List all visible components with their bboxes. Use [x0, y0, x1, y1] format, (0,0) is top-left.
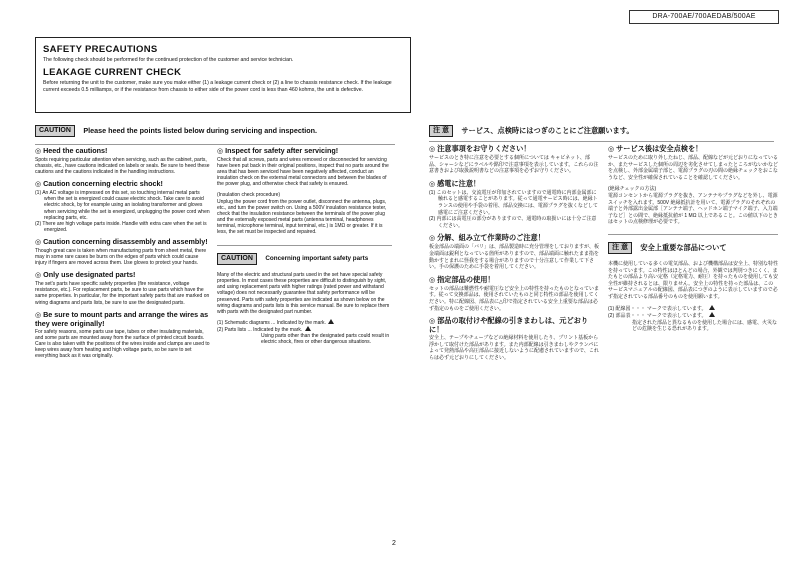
- jp-text-4: セットの部品は難燃性や耐電圧など安全上の特性を持ったものとなっています。従って交換部品は、使用されていたものと同じ特性の部品を使用してください。特に配線図、部品表に△印で指定されている安全上重要な部品は必ず指定のものをご使用ください。: [429, 285, 600, 312]
- heading-designated-parts: ◎ Only use designated parts!: [35, 270, 136, 280]
- column-4: [608, 140, 778, 333]
- warning-triangle-icon: [305, 326, 311, 331]
- page-number: 2: [392, 540, 396, 547]
- heading-inspect-safety: ◎ Inspect for safety after servicing!: [217, 146, 339, 155]
- jp-insulation-heading: (絶縁チェックの方法): [608, 186, 657, 193]
- safety-precautions-text: The following check should be performed for the continued protection of the customer and service technician.: [43, 57, 294, 63]
- heading-heed-cautions: ◎ Heed the cautions!: [35, 146, 108, 155]
- insulation-check-heading: (Insulation check procedure): [217, 192, 281, 199]
- heading-electric-shock: ◎ Caution concerning electric shock!: [35, 179, 163, 189]
- heading-disassembly: ◎ Caution concerning disassembly and assembly!: [35, 236, 208, 246]
- circle-mark-icon: ◎: [429, 146, 436, 153]
- jp-safety-parts-text: 本機に使用している多くの電気部品、および機構部品は安全上、特別な特性を持っています。この特性はほとんどの場合、外観では判別つきにくく、またもとの部品より高い定格（定格電力、耐圧）を持ったものを使用しても安全性が維持されるとは、限りません。安全上の特性を持った部品は、このサービスマニュアルの配線図、部品表につぎのように表示していますので必ず指定されている部品番号のものを使用願います。: [608, 260, 779, 300]
- text-mount-parts: For safety reasons, some parts use tape, tubes or other insulating materials, and some parts are mounted away from the surface of printed circuit boards. Care is also taken with the positions of the wires inside and clamps are used to keep wires away from heating and high voltage parts, so be sure to set everything back as it was originally.: [35, 328, 210, 359]
- leakage-current-title: LEAKAGE CURRENT CHECK: [43, 67, 182, 79]
- circle-mark-icon: ◎: [608, 146, 615, 153]
- column-1: [35, 142, 210, 359]
- circle-mark-icon: ◎: [217, 148, 224, 155]
- circle-mark-icon: ◎: [35, 311, 42, 319]
- circle-mark-icon: ◎: [35, 238, 42, 246]
- caution-bar-text: Please heed the points listed below during servicing and inspection.: [83, 126, 317, 136]
- circle-mark-icon: ◎: [429, 180, 436, 188]
- circle-mark-icon: ◎: [35, 181, 42, 189]
- caution-bar: [35, 122, 415, 135]
- jp-heading-5: ◎ 部品の取付けや配線の引きまわしは、元どおりに！: [429, 316, 589, 335]
- column-3: [429, 140, 599, 361]
- jp-shock-item-1: (1) このセットは、交流電圧が印加されていますので通電時に内部金属部に触れると感電することがあります。従って通電サービス時には、絶縁トランスの使用や手袋の着用、部品交換には、電源プラグを抜くなどして感電にご注意ください。: [429, 189, 598, 216]
- jp-heading-3: ◎ 分解、組み立て作業時のご注意！: [429, 233, 545, 243]
- jp-caution-tag: 注 意: [429, 125, 453, 137]
- jp-caution-bar: [429, 122, 779, 135]
- electric-shock-item-1: (1) An AC voltage is impressed on this set, so touching internal metal parts when the set is energized could cause electric shock. Take care to avoid electric shock, by for example using an isolating transformer and gloves when servicing while the set is energized, unplugging the power cord when replacing parts, etc.: [35, 190, 210, 221]
- safety-parts-caution-tag: CAUTION: [217, 253, 257, 265]
- safety-parts-title: Concerning important safety parts: [265, 255, 369, 263]
- circle-mark-icon: ◎: [429, 276, 436, 284]
- jp-text-6: サービスのために取り外したねじ、部品、配線などが元どおりになっているか、またサービスした個所の周辺を劣化させてしまったところがないかなどを点検し、外部金属端子部と、電源プラグの刃の間の絶縁チェックをおこなうなど、安全性が確保されていることを確認してください。: [608, 155, 779, 181]
- jp-text-1: サービスのとき特に注意を必要とする個所については キャビネット、部品、シャーシなどにラベルや銘印で注意事項を表示しています。これらの注意書きおよび取扱説明書などの注意事項を必ずお守りください。: [429, 155, 599, 175]
- jp-heading-4: ◎ 指定部品の使用！: [429, 274, 495, 284]
- leakage-current-text: Before returning the unit to the customer, make sure you make either (1) a leakage current check or (2) a line to chassis resistance check. If the leakage current exceeds 0.5 milliamps, or if the resistance from chassis to either side of the power cord is less than 460 kohms, the unit is defective.: [43, 80, 392, 93]
- jp-safety-parts-header: [608, 234, 778, 257]
- jp-caution-bar-text: サービス、点検時にはつぎのことにご注意願います。: [461, 125, 634, 135]
- jp-parts-list-item: (2) 部品表・・・ マークで表示しています。: [608, 312, 778, 320]
- jp-insulation-text: 電源コンセントから電源プラグを抜き、アンテナやプラグなどを外し、電源スイッチを入れます。500V 絶縁抵抗計を用いて、電源プラグのそれぞれの端子と外部露出金属部［アンテナ端子、ヘッドホン端子マイク端子、入力端子など］との間で、絶縁抵抗値が 1 MΩ 以上であること。この値以下のときはセットの点検修理が必要です。: [608, 192, 778, 226]
- warning-triangle-icon: [709, 312, 715, 317]
- warning-triangle-icon: [328, 319, 334, 324]
- circle-mark-icon: ◎: [429, 235, 436, 243]
- jp-heading-1: ◎ 注意事項をお守りください！: [429, 144, 531, 153]
- model-label: DRA-700AE/700AEDAB/500AE: [629, 10, 779, 24]
- insulation-check-text: Unplug the power cord from the power outlet, disconnect the antenna, plugs, etc., and turn the power switch on. Using a 500V insulation resistance tester, check that the insulation resistance between the terminals of the power plug and the externally exposed metal parts (antenna terminal, headphones terminal, microphone terminal, input terminal, etc.) is 1MΩ or greater. If it is less, the set must be inspected and repaired.: [217, 198, 387, 236]
- text-inspect-safety: Check that all screws, parts and wires removed or disconnected for servicing have been put back in their original positions, inspect that no parts around the area that has been serviced have been negatively affected, conduct an insulation check on the external metal connectors and between the blades of the power plug, and otherwise check that safety is ensured.: [217, 157, 389, 188]
- safety-parts-text: Many of the electric and structural parts used in the set have special safety properties. In most cases these properties are difficult to distinguish by sight, and using replacement parts with higher ratings (rated power and withstand voltage) does not necessarily guarantee that safety performance will be preserved. Parts with safety properties are indicated as shown below on the wiring diagrams and parts lists is this service manual. Be sure to replace them with parts with the designated part number.: [217, 272, 390, 315]
- jp-heading-2: ◎ 感電に注意！: [429, 178, 481, 188]
- heading-mount-parts: ◎ Be sure to mount parts and arrange the wires as they were originally!: [35, 309, 209, 328]
- column-2: [217, 142, 392, 345]
- jp-safety-caution-tag: 注 意: [608, 242, 632, 254]
- safety-precautions-title: SAFETY PRECAUTIONS: [43, 44, 158, 55]
- text-disassembly: Though great care is taken when manufacturing parts from sheet metal, there may in some rare cases be burrs on the edges of parts which could cause injury if fingers are moved across them. Use gloves to protect your hands.: [35, 247, 207, 267]
- jp-parts-list-note: 指定された部品と異なるものを使用した場合には、感電、火災などの危険を生じる恐れがあります。: [632, 319, 778, 333]
- text-designated-parts: The set's parts have specific safety properties (fire resistance, voltage resistance, etc.). For replacement parts, be sure to use parts which have the same properties. In particular, for the important safety parts that are marked on wiring diagrams and parts lists, be sure to use the designated parts.: [35, 281, 210, 306]
- caution-tag: CAUTION: [35, 125, 75, 137]
- parts-list-item: (2) Parts lists ... Indicated by the mark.: [217, 326, 392, 333]
- safety-precautions-box: [35, 37, 411, 113]
- schematic-item: (1) Schematic diagrams ... Indicated by the mark.: [217, 319, 392, 326]
- jp-text-5: 安全上、テープやチューブなどの絶縁材料を使用したり、プリント基板から浮かして取付けた部品があります。また内部配線は引きまわしやクランパによって発熱部品や高圧部品に接近しないように配慮されていますので、これらは必ず元どおりにしてください。: [429, 335, 599, 361]
- warning-triangle-icon: [709, 305, 715, 310]
- parts-list-note: Using parts other than the designated parts could result in electric shock, fires or other dangerous situations.: [261, 332, 390, 346]
- circle-mark-icon: ◎: [35, 148, 42, 155]
- text-heed-cautions: Spots requiring particular attention when servicing, such as the cabinet, parts, chassis, etc., have cautions indicated on labels or seals. Be sure to heed these cautions and the cautions indicated in the handling instructions.: [35, 157, 210, 176]
- circle-mark-icon: ◎: [35, 272, 42, 280]
- jp-text-3: 板金部品の端面の「バリ」は、部品製造時に充分管理をしておりますが、板金端面は鋭利となっている箇所がありますので、部品端面に触れたまま指を動かすとまれに怪我をする場合がありますので十分注意して作業して下さい。手の保護のために手袋を着用してください。: [429, 244, 600, 271]
- jp-heading-6: ◎ サービス後は安全点検を！: [608, 144, 703, 153]
- jp-safety-parts-title: 安全上重要な部品について: [640, 242, 727, 252]
- jp-shock-item-2: (2) 内部には高電圧の部分がありますので、通電時の取扱いには十分ご注意ください。: [429, 216, 597, 229]
- safety-parts-header: [217, 245, 392, 268]
- electric-shock-item-2: (2) There are high voltage parts inside. Handle with extra care when the set is energized.: [35, 220, 207, 233]
- circle-mark-icon: ◎: [429, 318, 436, 326]
- jp-schematic-item: (1) 配線図・・・ マークで表示しています。: [608, 305, 778, 313]
